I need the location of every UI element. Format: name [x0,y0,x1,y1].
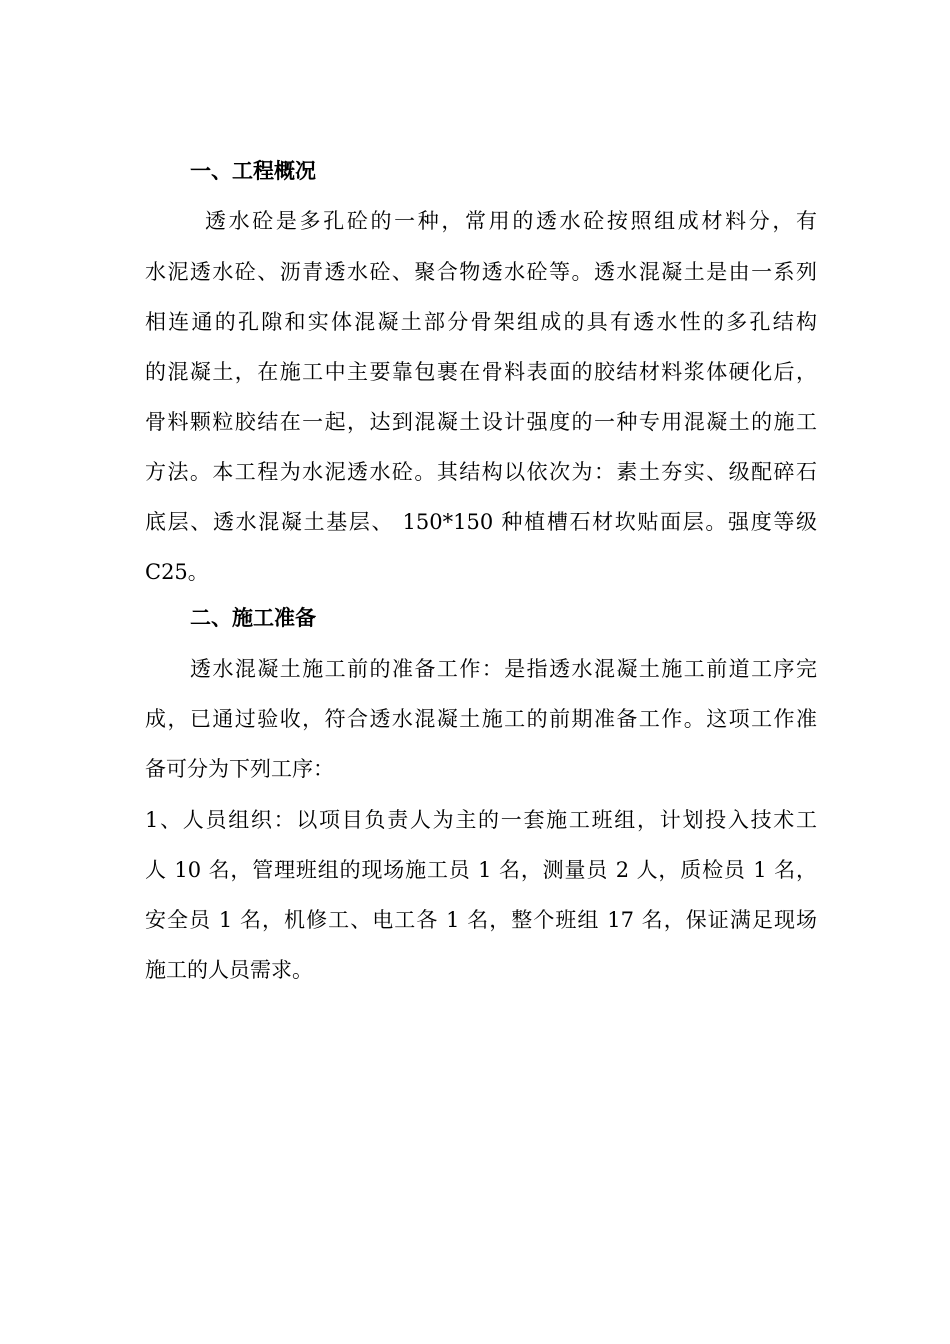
paragraph-line: 的混凝土，在施工中主要靠包裹在骨料表面的胶结材料浆体硬化后， [145,360,817,384]
list-item-line: 1、人员组织：以项目负责人为主的一套施工班组，计划投入技术工 [145,808,817,832]
paragraph-line: 底层、透水混凝土基层、 150*150 种植槽石材坎贴面层。强度等级 [145,510,817,534]
paragraph-line: 成，已通过验收，符合透水混凝土施工的前期准备工作。这项工作准 [145,707,817,731]
paragraph-line: 骨料颗粒胶结在一起，达到混凝土设计强度的一种专用混凝土的施工 [145,410,817,434]
list-item-line: 施工的人员需求。 [145,958,313,982]
section-heading-preparation: 二、施工准备 [190,605,316,630]
paragraph-line: 方法。本工程为水泥透水砼。其结构以依次为：素土夯实、级配碎石 [145,460,817,484]
paragraph-line: 透水砼是多孔砼的一种，常用的透水砼按照组成材料分，有 [205,209,817,233]
paragraph-line: 水泥透水砼、沥青透水砼、聚合物透水砼等。透水混凝土是由一系列 [145,260,817,284]
list-item-line: 人 10 名，管理班组的现场施工员 1 名，测量员 2 人，质检员 1 名， [145,858,817,882]
paragraph-line: 透水混凝土施工前的准备工作：是指透水混凝土施工前道工序完 [190,657,817,681]
paragraph-line: 备可分为下列工序： [145,757,334,781]
section-heading-overview: 一、工程概况 [190,158,316,183]
paragraph-line: C25。 [145,560,209,584]
list-item-line: 安全员 1 名，机修工、电工各 1 名，整个班组 17 名，保证满足现场 [145,908,817,932]
paragraph-line: 相连通的孔隙和实体混凝土部分骨架组成的具有透水性的多孔结构 [145,310,817,334]
